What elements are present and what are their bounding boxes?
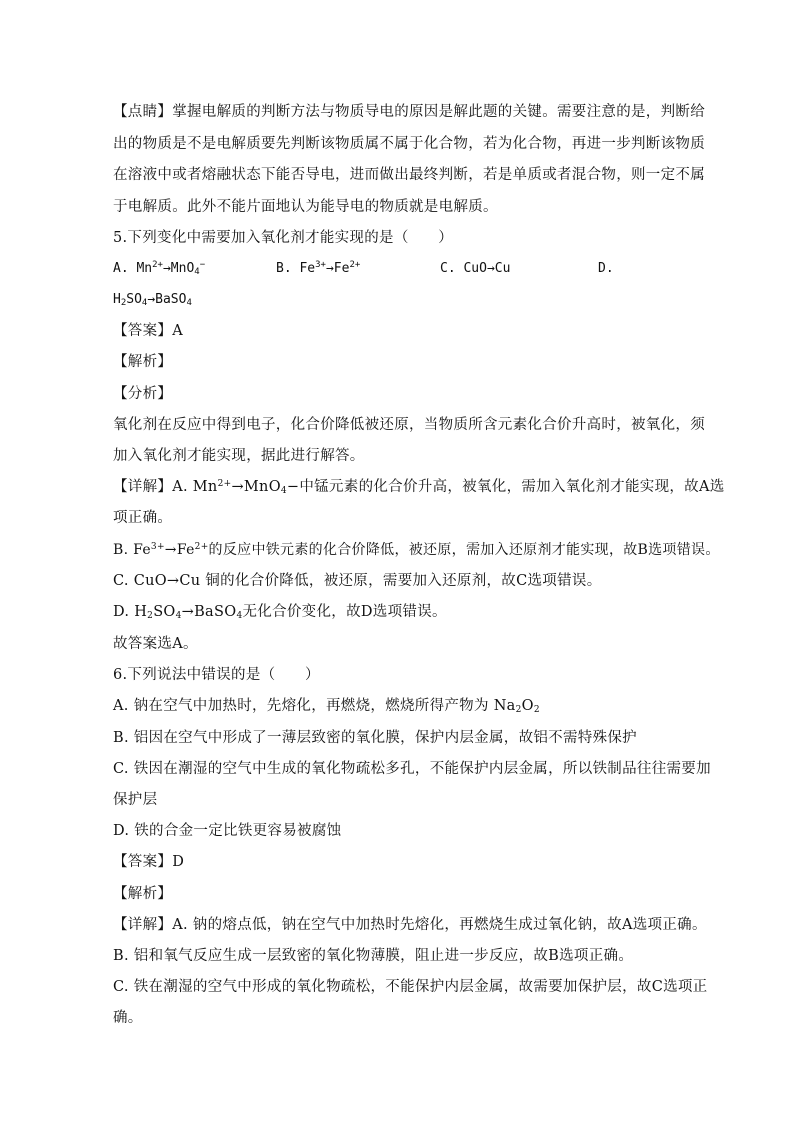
q5-jiexi: 【解析】 xyxy=(113,354,173,370)
dianjing-line-2: 出的物质是不是电解质要先判断该物质属不属于化合物，若为化合物，再进一步判断该物质 xyxy=(113,136,705,152)
q5-option-d: D. xyxy=(598,261,614,276)
q5-analysis-line-2: 加入氧化剂才能实现，据此进行解答。 xyxy=(113,448,365,464)
q5-conclusion: 故答案选A。 xyxy=(113,636,198,652)
q6-detail-c-line-1: C. 铁在潮湿的空气中形成的氧化物疏松，不能保护内层金属，故需要加保护层，故C选项正 xyxy=(113,979,708,995)
q6-detail-b: B. 铝和氧气反应生成一层致密的氧化物薄膜，阻止进一步反应，故B选项正确。 xyxy=(113,948,634,964)
dianjing-line-4: 于电解质。此外不能片面地认为能导电的物质就是电解质。 xyxy=(113,199,498,215)
dianjing-line-3: 在溶液中或者熔融状态下能否导电，进而做出最终判断，若是单质或者混合物，则一定不属 xyxy=(113,167,705,183)
q5-option-a: A. $Mn^{2+}\to MnO_4^-$ xyxy=(113,260,206,277)
q6-jiexi: 【解析】 xyxy=(113,886,173,902)
q6-option-c-line-1: C. 铁因在潮湿的空气中生成的氧化物疏松多孔，不能保护内层金属，所以铁制品往往需要加 xyxy=(113,761,711,777)
q5-detail-c: C. CuO→Cu 铜的化合价降低，被还原，需要加入还原剂，故C选项错误。 xyxy=(113,573,602,589)
q6-detail-c-line-2: 确。 xyxy=(113,1010,143,1026)
q6-stem: 6.下列说法中错误的是（ ） xyxy=(113,667,320,683)
q5-option-c: C. CuO→Cu xyxy=(440,261,511,276)
q6-detail-a: 【详解】A. 钠的熔点低，钠在空气中加热时先熔化，再燃烧生成过氧化钠，故A选项正确。 xyxy=(113,917,707,933)
q5-detail-a-cont: 项正确。 xyxy=(113,510,173,526)
q5-option-d-formula: $H_2SO_4\to BaSO_4$ xyxy=(113,292,192,308)
q5-detail-b: B. $Fe^{3+}\to Fe^{2+}$的反应中铁元素的化合价降低，被还原，需加入还原剂才能实现，故B选项错误。 xyxy=(113,542,720,558)
q5-option-b: B. $Fe^{3+}\to Fe^{2+}$ xyxy=(276,260,361,276)
q6-option-c-line-2: 保护层 xyxy=(113,792,158,808)
q5-detail-a: 【详解】A. $Mn^{2+}\to MnO_4-$中锰元素的化合价升高，被氧化，需加入氧化剂才能实现，故A选 xyxy=(113,479,725,496)
q6-option-b: B. 铝因在空气中形成了一薄层致密的氧化膜，保护内层金属，故铝不需特殊保护 xyxy=(113,730,637,746)
q6-answer: 【答案】D xyxy=(113,854,185,870)
q5-answer: 【答案】A xyxy=(113,323,183,339)
q6-option-d: D. 铁的合金一定比铁更容易被腐蚀 xyxy=(113,823,342,839)
q5-analysis-line-1: 氧化剂在反应中得到电子，化合价降低被还原，当物质所含元素化合价升高时，被氧化，须 xyxy=(113,417,705,433)
q5-detail-d: D. $H_2SO_4\to BaSO_4$无化合价变化，故D选项错误。 xyxy=(113,604,447,621)
q5-stem: 5.下列变化中需要加入氧化剂才能实现的是（ ） xyxy=(113,230,454,246)
q5-fenxi: 【分析】 xyxy=(113,386,173,402)
dianjing-line-1: 【点睛】掌握电解质的判断方法与物质导电的原因是解此题的关键。需要注意的是，判断给 xyxy=(113,104,705,120)
q6-option-a: A. 钠在空气中加热时，先熔化，再燃烧，燃烧所得产物为 $Na_2O_2$ xyxy=(113,698,540,715)
